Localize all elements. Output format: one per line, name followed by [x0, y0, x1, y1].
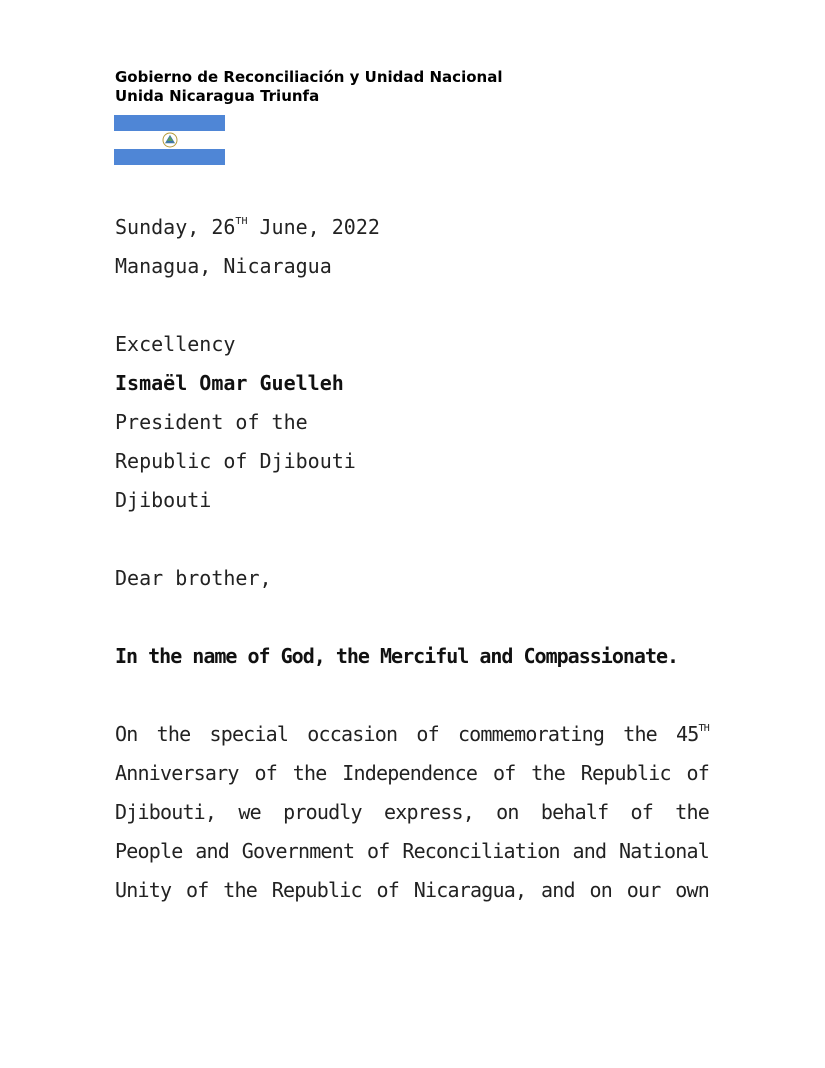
letter-greeting: Dear brother, — [115, 566, 272, 590]
paragraph-line-2: Anniversary of the Independence of the Republic of — [115, 761, 709, 785]
paragraph-ordinal: TH — [698, 723, 709, 734]
nicaragua-flag-icon — [114, 115, 225, 165]
coat-of-arms-icon — [162, 132, 178, 148]
recipient-role-line1: President of the — [115, 410, 308, 434]
paragraph-line-1 — [115, 722, 709, 746]
letter-place: Managua, Nicaragua — [115, 254, 332, 278]
paragraph-line-4: People and Government of Reconciliation and National — [115, 839, 709, 863]
recipient-name: Ismaël Omar Guelleh — [115, 371, 344, 395]
paragraph-line-5: Unity of the Republic of Nicaragua, and on our own — [115, 878, 709, 902]
paragraph-line-3: Djibouti, we proudly express, on behalf of the — [115, 800, 709, 824]
date-day: Sunday, 26 — [115, 215, 236, 239]
letter-date — [115, 215, 380, 239]
recipient-title: Excellency — [115, 332, 236, 356]
recipient-city: Djibouti — [115, 488, 212, 512]
recipient-role-line2: Republic of Djibouti — [115, 449, 356, 473]
flag-bottom-band — [114, 149, 225, 165]
letterhead — [115, 68, 502, 106]
letter-invocation: In the name of God, the Merciful and Compassionate. — [115, 644, 679, 668]
date-ordinal: TH — [235, 216, 248, 227]
paragraph-line-1-text: On the special occasion of commemorating the 45 — [115, 722, 699, 746]
letterhead-slogan: Unida Nicaragua Triunfa — [115, 87, 320, 105]
letterhead-government: Gobierno de Reconciliación y Unidad Nacional — [115, 68, 503, 86]
date-month-year: June, 2022 — [247, 215, 380, 239]
flag-top-band — [114, 115, 225, 131]
